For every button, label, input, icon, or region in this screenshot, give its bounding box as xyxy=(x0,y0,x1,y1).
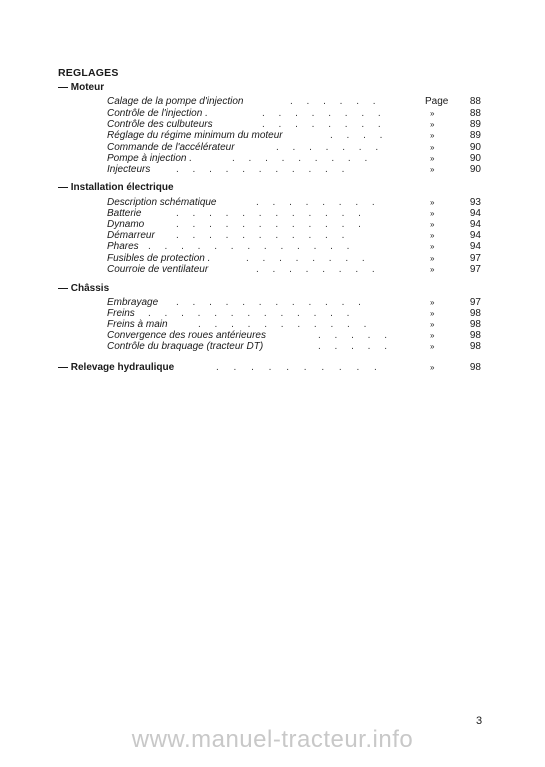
ditto-mark: » xyxy=(430,109,435,118)
ditto-mark: » xyxy=(430,342,435,351)
entry-label: Freins xyxy=(107,308,135,319)
entry-label: Contrôle du braquage (tracteur DT) xyxy=(107,341,264,352)
entry-label: Courroie de ventilateur xyxy=(107,264,209,275)
entry-page: 98 xyxy=(469,330,481,341)
entry-label: Batterie xyxy=(107,208,142,219)
ditto-mark: » xyxy=(430,309,435,318)
entry-page: 90 xyxy=(469,164,481,175)
entry-page: 94 xyxy=(469,230,481,241)
entry-label: Contrôle de l'injection . xyxy=(107,108,208,119)
entry-page: 97 xyxy=(469,264,481,275)
entry-label: Réglage du régime minimum du moteur xyxy=(107,130,283,141)
page-label: Page xyxy=(425,96,449,107)
toc-entry xyxy=(0,96,545,108)
section-title-installation: — Installation électrique xyxy=(58,182,174,193)
toc-entry xyxy=(0,130,545,142)
dot-leader: . . . . . xyxy=(318,341,393,352)
ditto-mark: » xyxy=(430,120,435,129)
entry-page: 88 xyxy=(469,96,481,107)
dot-leader: . . . . . . . . . . . . . xyxy=(148,308,355,319)
ditto-mark: » xyxy=(430,165,435,174)
entry-label: Embrayage xyxy=(107,297,159,308)
entry-label: Contrôle des culbuteurs xyxy=(107,119,213,130)
ditto-mark: » xyxy=(430,265,435,274)
entry-page: 90 xyxy=(469,142,481,153)
ditto-mark: » xyxy=(430,320,435,329)
ditto-mark: » xyxy=(430,298,435,307)
ditto-mark: » xyxy=(430,242,435,251)
dot-leader: . . . . . . . . xyxy=(256,264,381,275)
dot-leader: . . . . . . . . . . xyxy=(216,362,383,373)
dot-leader: . . . . . . . . xyxy=(256,197,381,208)
ditto-mark: » xyxy=(430,363,435,372)
entry-label: Injecteurs xyxy=(107,164,151,175)
dot-leader: . . . . . . xyxy=(290,96,382,107)
watermark-text: www.manuel-tracteur.info xyxy=(131,726,414,753)
entry-page: 97 xyxy=(469,253,481,264)
ditto-mark: » xyxy=(430,198,435,207)
entry-label: Fusibles de protection . xyxy=(107,253,211,264)
dot-leader: . . . . . . . . . . . xyxy=(176,230,350,241)
dot-leader: . . . . . . . . xyxy=(262,108,387,119)
dot-leader: . . . . . . . . . . . xyxy=(198,319,372,330)
ditto-mark: » xyxy=(430,154,435,163)
dot-leader: . . . . . . . . . . . xyxy=(176,164,350,175)
entry-page: 89 xyxy=(469,130,481,141)
entry-page: 97 xyxy=(469,297,481,308)
entry-page: 98 xyxy=(469,308,481,319)
entry-label: Démarreur xyxy=(107,230,155,241)
toc-entry xyxy=(0,264,545,276)
dot-leader: . . . . . . . . . . . . xyxy=(176,208,367,219)
section-title-moteur: — Moteur xyxy=(58,82,105,93)
dot-leader: . . . . xyxy=(330,130,388,141)
dot-leader: . . . . . . . . xyxy=(246,253,371,264)
ditto-mark: » xyxy=(430,143,435,152)
entry-label: Commande de l'accélérateur xyxy=(107,142,235,153)
toc-entry xyxy=(0,164,545,176)
entry-page: 98 xyxy=(469,341,481,352)
entry-page: 88 xyxy=(469,108,481,119)
entry-page: 94 xyxy=(469,219,481,230)
dot-leader: . . . . . . . . xyxy=(262,119,387,130)
entry-label: Convergence des roues antérieures xyxy=(107,330,266,341)
ditto-mark: » xyxy=(430,254,435,263)
section-title-chassis: — Châssis xyxy=(58,283,110,294)
entry-page: 94 xyxy=(469,241,481,252)
toc-entry xyxy=(0,341,545,353)
entry-page: 93 xyxy=(469,197,481,208)
entry-label: Calage de la pompe d'injection xyxy=(107,96,244,107)
ditto-mark: » xyxy=(430,331,435,340)
entry-label: Dynamo xyxy=(107,219,145,230)
dot-leader: . . . . . . . . . . . . xyxy=(176,297,367,308)
ditto-mark: » xyxy=(430,220,435,229)
dot-leader: . . . . . . . . . . . . . xyxy=(148,241,355,252)
dot-leader: . . . . . . . . . xyxy=(232,153,373,164)
entry-page: 90 xyxy=(469,153,481,164)
toc-heading: REGLAGES xyxy=(58,67,119,79)
section-title-relevage: — Relevage hydraulique xyxy=(58,362,175,373)
entry-label: Phares xyxy=(107,241,139,252)
ditto-mark: » xyxy=(430,209,435,218)
toc-entry-relevage xyxy=(0,362,545,374)
page-number: 3 xyxy=(476,715,483,727)
ditto-mark: » xyxy=(430,131,435,140)
entry-page: 98 xyxy=(469,319,481,330)
dot-leader: . . . . . xyxy=(318,330,393,341)
dot-leader: . . . . . . . . . . . . xyxy=(176,219,367,230)
entry-page: 98 xyxy=(469,362,481,373)
entry-label: Description schématique xyxy=(107,197,217,208)
entry-page: 94 xyxy=(469,208,481,219)
entry-page: 89 xyxy=(469,119,481,130)
entry-label: Pompe à injection . xyxy=(107,153,193,164)
ditto-mark: » xyxy=(430,231,435,240)
toc-entry xyxy=(0,241,545,253)
dot-leader: . . . . . . . xyxy=(276,142,384,153)
entry-label: Freins à main xyxy=(107,319,168,330)
